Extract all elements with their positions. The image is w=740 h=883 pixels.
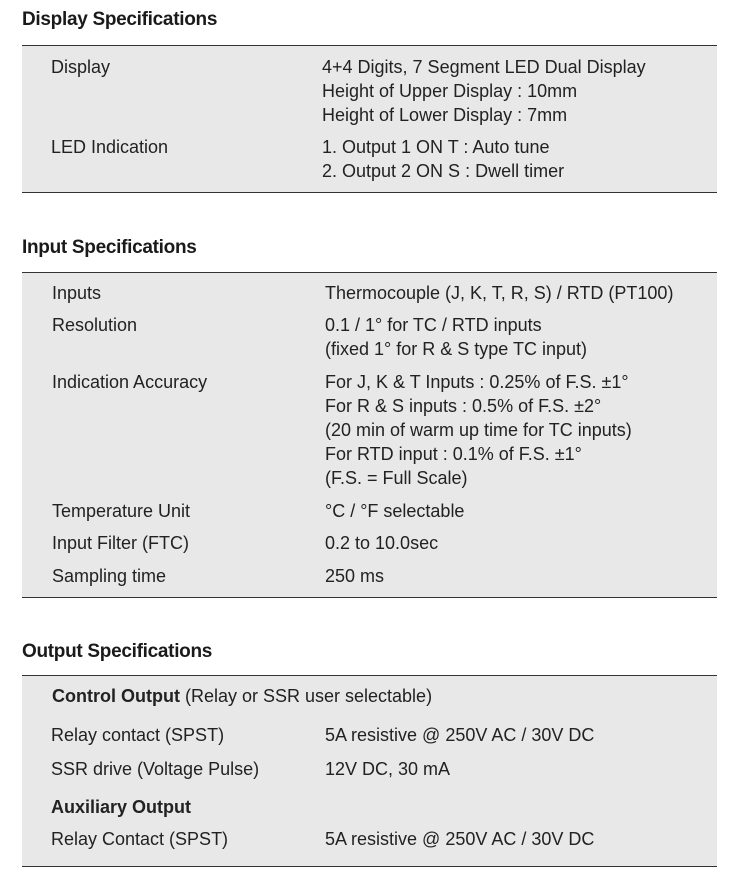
input-section-title: Input Specifications [22, 237, 197, 258]
spec-value: °C / °F selectable [325, 501, 465, 521]
output-specs-table [22, 675, 717, 867]
spec-label: Display [51, 57, 111, 77]
spec-label: Sampling time [52, 566, 167, 586]
spec-value: Thermocouple (J, K, T, R, S) / RTD (PT100) [325, 283, 674, 303]
spec-value: 1. Output 1 ON T : Auto tune 2. Output 2 ON S : Dwell timer [322, 137, 565, 181]
auxiliary-output-heading: Auxiliary Output [51, 797, 192, 817]
spec-label: Resolution [52, 315, 138, 335]
output-section-title: Output Specifications [22, 641, 213, 662]
spec-label: Relay Contact (SPST) [51, 829, 229, 849]
spec-label: SSR drive (Voltage Pulse) [51, 759, 260, 779]
display-section-title: Display Specifications [22, 9, 218, 30]
spec-label: LED Indication [51, 137, 169, 157]
input-specs-table [22, 272, 717, 598]
spec-label: Input Filter (FTC) [52, 533, 190, 553]
spec-value: 0.1 / 1° for TC / RTD inputs (fixed 1° for R & S type TC input) [325, 315, 587, 359]
spec-label: Inputs [52, 283, 102, 303]
spec-value: For J, K & T Inputs : 0.25% of F.S. ±1° For R & S inputs : 0.5% of F.S. ±2° (20 min of warm up time for TC inputs) For RTD input : 0.1% of F.S. ±1° (F.S. = Full Scale) [325, 372, 632, 488]
spec-value: 0.2 to 10.0sec [325, 533, 439, 553]
spec-label: Relay contact (SPST) [51, 725, 225, 745]
spec-value: 12V DC, 30 mA [325, 759, 451, 779]
spec-value: 5A resistive @ 250V AC / 30V DC [325, 829, 595, 849]
control-output-heading: Control Output (Relay or SSR user selectable) [52, 686, 433, 706]
display-specs-table [22, 45, 717, 193]
spec-value: 5A resistive @ 250V AC / 30V DC [325, 725, 595, 745]
spec-label: Temperature Unit [52, 501, 191, 521]
spec-label: Indication Accuracy [52, 372, 208, 392]
spec-value: 250 ms [325, 566, 385, 586]
spec-value: 4+4 Digits, 7 Segment LED Dual Display Height of Upper Display : 10mm Height of Lower Display : 7mm [322, 57, 646, 125]
